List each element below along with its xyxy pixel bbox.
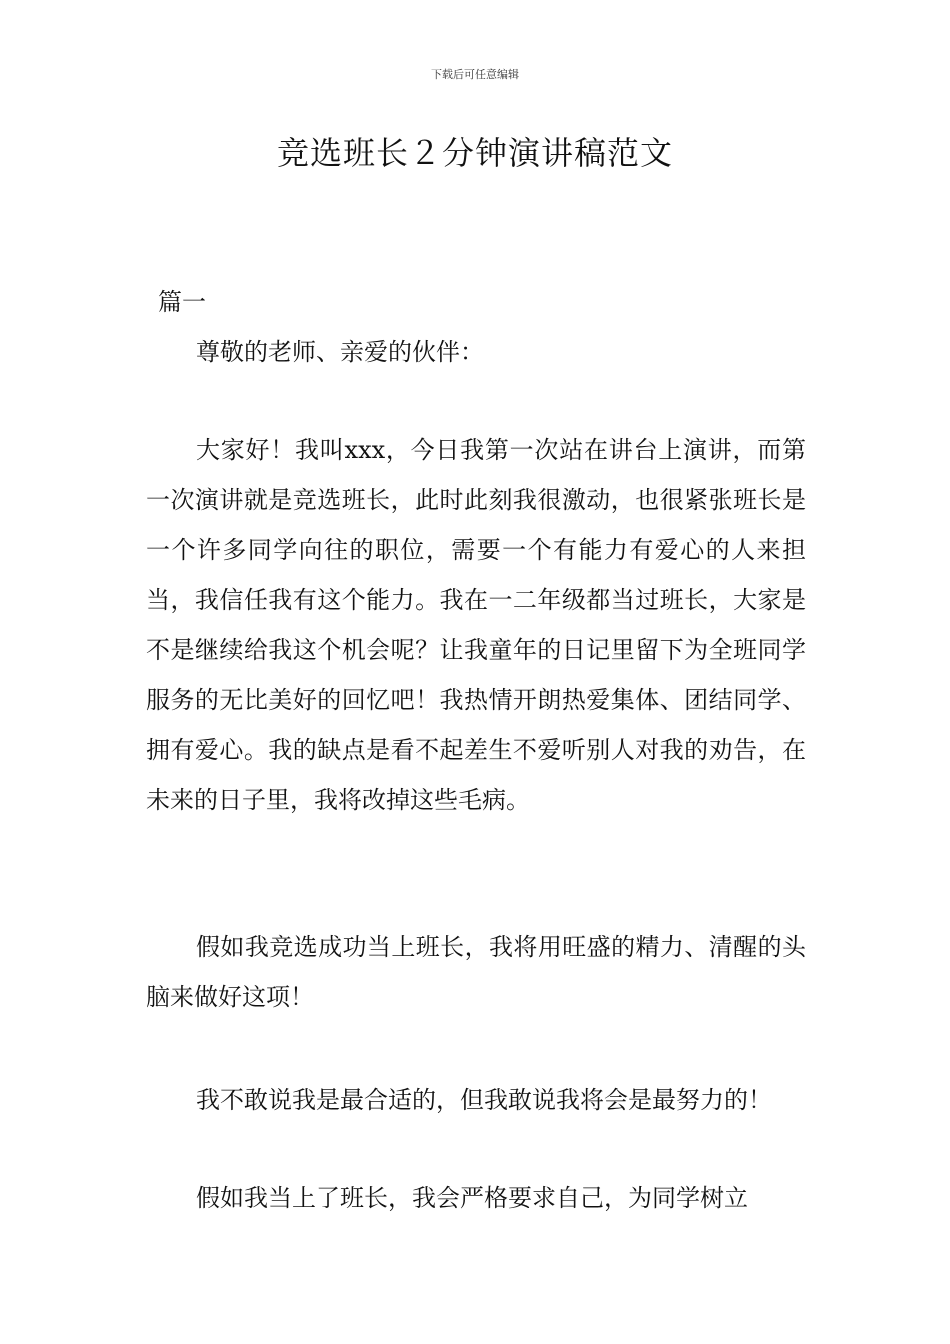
body-paragraph-1 xyxy=(146,425,806,825)
section-label: 篇一 xyxy=(158,288,206,316)
header-note: 下载后可任意编辑 xyxy=(431,68,519,81)
salutation: 尊敬的老师、亲爱的伙伴： xyxy=(196,338,484,366)
body-paragraph-3: 我不敢说我是最合适的，但我敢说我将会是最努力的！ xyxy=(196,1086,772,1114)
page-title: 竞选班长２分钟演讲稿范文 xyxy=(276,134,673,172)
body-paragraph-4: 假如我当上了班长，我会严格要求自己，为同学树立 xyxy=(196,1184,748,1212)
paragraph-text: 假如我竞选成功当上班长，我将用旺盛的精力、清醒的头脑来做好这项！ xyxy=(146,933,806,1011)
body-paragraph-2 xyxy=(146,922,806,1022)
paragraph-text: 大家好！我叫xxx，今日我第一次站在讲台上演讲，而第一次演讲就是竞选班长，此时此刻我很激动，也很紧张班长是一个许多同学向往的职位，需要一个有能力有爱心的人来担当，我信任我有这个能力。我在一二年级都当过班长，大家是不是继续给我这个机会呢？让我童年的日记里留下为全班同学服务的无比美好的回忆吧！我热情开朗热爱集体、团结同学、拥有爱心。我的缺点是看不起差生不爱听别人对我的劝告，在未来的日子里，我将改掉这些毛病。 xyxy=(146,436,806,814)
